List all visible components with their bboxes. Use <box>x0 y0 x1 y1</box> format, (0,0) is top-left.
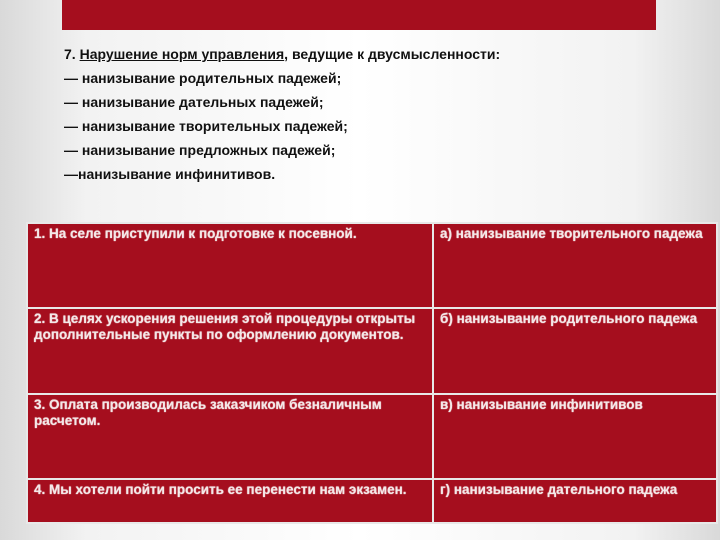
rule-number: 7. <box>64 46 80 62</box>
error-type-cell: в) нанизывание инфинитивов <box>433 394 717 479</box>
rule-item: — нанизывание предложных падежей; <box>64 142 336 158</box>
error-type-cell: г) нанизывание дательного падежа <box>433 479 717 523</box>
rule-title-underlined: Нарушение норм управления <box>79 46 285 62</box>
sentence-cell: 4. Мы хотели пойти просить ее перенести нам экзамен. <box>27 479 433 523</box>
error-type-cell: б) нанизывание родительного падежа <box>433 308 717 393</box>
rule-title-rest: , ведущие к двусмысленности: <box>284 46 501 62</box>
table-row <box>27 394 717 479</box>
rule-item: — нанизывание дательных падежей; <box>64 94 324 110</box>
matching-table <box>26 222 718 524</box>
sentence-cell: 1. На селе приступили к подготовке к посевной. <box>27 223 433 308</box>
error-type-cell: а) нанизывание творительного падежа <box>433 223 717 308</box>
rule-item: — нанизывание родительных падежей; <box>64 70 342 86</box>
table-row <box>27 308 717 393</box>
title-banner <box>62 0 656 30</box>
rule-description <box>64 42 664 186</box>
table-row <box>27 479 717 523</box>
rule-heading <box>64 42 664 66</box>
sentence-cell: 2. В целях ускорения решения этой процедуры открыты дополнительные пункты по оформлению документов. <box>27 308 433 393</box>
table-row <box>27 223 717 308</box>
rule-item: —нанизывание инфинитивов. <box>64 166 276 182</box>
sentence-cell: 3. Оплата производилась заказчиком безналичным расчетом. <box>27 394 433 479</box>
rule-item: — нанизывание творительных падежей; <box>64 118 348 134</box>
